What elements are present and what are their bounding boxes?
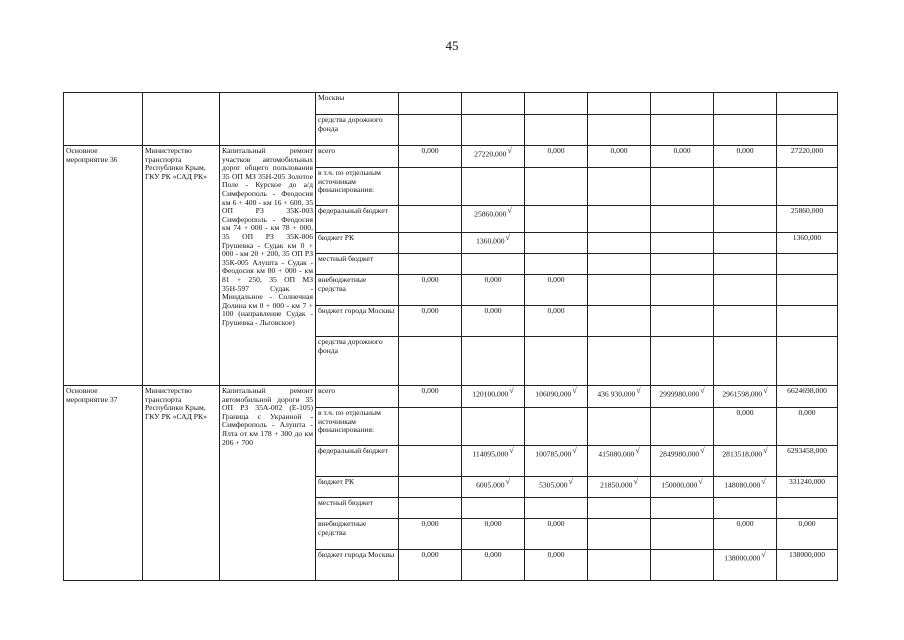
amount-cell — [651, 550, 714, 581]
amount-cell — [525, 446, 588, 477]
event-description: Капитальный ремонт участков автомобильных дорог общего пользования 35 ОП МЗ 35Н-205 Золотое Поле - Курское до а/д Симферополь - Феодосия км 6 + 400 - км 16 + 600, 35 ОП РЗ 35К-003 Симферополь - Феодосия км 74 + 000 - км 78 + 000, 35 ОП РЗ 35К-006 Грушевка - Судак км 0 + 000 - км 20 + 200, 35 ОП РЗ 35К-005 Алушта - Судак - Феодосия км 80 + 000 - км 81 + 250, 35 ОП МЗ 35Н-597 Судак - Миндальное - Солнечная Долина км 0 + 000 - км 7 + 100 (направление Судак - Грушевка - Льговское) — [220, 146, 316, 386]
amount-cell — [651, 446, 714, 477]
amount-cell — [588, 386, 651, 408]
amount-cell — [777, 306, 838, 337]
source-label: бюджет города Москвы — [316, 550, 399, 581]
table-row — [64, 93, 838, 115]
check-mark: √ — [636, 386, 641, 395]
amount-cell — [462, 337, 525, 386]
check-mark: √ — [572, 386, 577, 395]
amount-cell — [462, 386, 525, 408]
check-mark: √ — [763, 446, 768, 455]
amount-cell — [777, 408, 838, 446]
amount-value: 0,000 — [736, 519, 754, 528]
amount-value: 1360,000 — [476, 236, 505, 246]
amount-cell — [714, 477, 777, 498]
amount-value: 0,000 — [798, 519, 816, 528]
amount-value: 436 930,000 — [597, 389, 636, 399]
amount-cell — [525, 408, 588, 446]
amount-cell — [399, 93, 462, 115]
amount-cell — [462, 446, 525, 477]
amount-value: 2813518,000 — [722, 449, 763, 459]
amount-value: 25860,000 — [474, 209, 507, 219]
amount-cell — [777, 337, 838, 386]
amount-cell — [651, 206, 714, 233]
check-mark: √ — [568, 477, 573, 486]
amount-value: 27220,000 — [474, 149, 507, 159]
amount-value: 0,000 — [484, 306, 502, 315]
amount-cell — [651, 146, 714, 168]
amount-cell — [777, 498, 838, 519]
amount-cell — [714, 550, 777, 581]
amount-cell — [651, 386, 714, 408]
amount-cell — [525, 146, 588, 168]
amount-cell — [525, 386, 588, 408]
amount-cell — [777, 168, 838, 206]
amount-cell — [588, 446, 651, 477]
amount-cell — [777, 550, 838, 581]
amount-cell — [714, 233, 777, 254]
amount-cell — [399, 408, 462, 446]
check-mark: √ — [509, 386, 514, 395]
amount-value: 0,000 — [484, 275, 502, 284]
amount-value: 2849980,000 — [659, 449, 700, 459]
check-mark: √ — [505, 233, 510, 242]
amount-cell — [588, 477, 651, 498]
amount-cell — [714, 306, 777, 337]
check-mark: √ — [761, 477, 766, 486]
check-mark: √ — [505, 477, 510, 486]
amount-value: 120100,000 — [472, 389, 509, 399]
amount-cell — [462, 115, 525, 146]
amount-cell — [399, 477, 462, 498]
check-mark: √ — [698, 477, 703, 486]
amount-cell — [588, 408, 651, 446]
amount-cell — [399, 550, 462, 581]
source-label: внебюджетные средства — [316, 519, 399, 550]
source-label: федеральный бюджет — [316, 206, 399, 233]
amount-value: 2999980,000 — [659, 389, 700, 399]
amount-value: 27220,000 — [790, 146, 824, 155]
amount-value: 1360,000 — [792, 233, 822, 242]
check-mark: √ — [635, 446, 640, 455]
amount-value: 106090,000 — [535, 389, 572, 399]
amount-cell — [588, 254, 651, 275]
page-number: 45 — [445, 38, 459, 53]
amount-value: 0,000 — [421, 275, 439, 284]
amount-cell — [462, 550, 525, 581]
amount-cell — [399, 386, 462, 408]
amount-value: 5305,000 — [539, 480, 568, 490]
amount-cell — [399, 146, 462, 168]
amount-value: 148080,000 — [724, 480, 761, 490]
amount-cell — [588, 168, 651, 206]
amount-cell — [714, 168, 777, 206]
amount-cell — [462, 233, 525, 254]
amount-cell — [462, 168, 525, 206]
amount-cell — [525, 93, 588, 115]
source-label: Москвы — [316, 93, 399, 115]
amount-cell — [777, 446, 838, 477]
amount-value: 0,000 — [736, 146, 754, 155]
amount-cell — [462, 275, 525, 306]
amount-cell — [525, 275, 588, 306]
amount-value: 0,000 — [421, 519, 439, 528]
source-label: бюджет города Москвы — [316, 306, 399, 337]
amount-cell — [714, 146, 777, 168]
amount-cell — [714, 337, 777, 386]
amount-value: 0,000 — [547, 519, 565, 528]
amount-cell — [777, 275, 838, 306]
amount-cell — [777, 206, 838, 233]
check-mark: √ — [572, 446, 577, 455]
amount-cell — [651, 233, 714, 254]
source-label: в т.ч. по отдельным источникам финансирования: — [316, 168, 399, 206]
amount-value: 0,000 — [421, 386, 439, 395]
amount-cell — [651, 254, 714, 275]
source-label: бюджет РК — [316, 477, 399, 498]
event-description: Капитальный ремонт автомобильной дороги 35 ОП РЗ 35А-002 (Е-105) Граница с Украиной - Симферополь - Алушта - Ялта от км 178 + 300 до км 206 + 700 — [220, 386, 316, 581]
amount-cell — [714, 519, 777, 550]
source-label: всего — [316, 146, 399, 168]
table-row — [64, 386, 838, 408]
amount-value: 138000,000 — [788, 550, 826, 559]
executor: Министерство транспорта Республики Крым, ГКУ РК «САД РК» — [143, 386, 220, 581]
amount-cell — [525, 550, 588, 581]
amount-cell — [462, 519, 525, 550]
amount-cell — [525, 519, 588, 550]
amount-cell — [399, 254, 462, 275]
check-mark: √ — [700, 446, 705, 455]
check-mark: √ — [509, 446, 514, 455]
amount-cell — [588, 306, 651, 337]
amount-cell — [777, 146, 838, 168]
amount-cell — [525, 233, 588, 254]
amount-value: 0,000 — [547, 275, 565, 284]
amount-value: 0,000 — [547, 146, 565, 155]
amount-cell — [777, 233, 838, 254]
amount-value: 0,000 — [484, 519, 502, 528]
amount-value: 6005,000 — [476, 480, 505, 490]
amount-cell — [525, 206, 588, 233]
source-label: средства дорожного фонда — [316, 115, 399, 146]
amount-cell — [462, 306, 525, 337]
empty-cell — [220, 93, 316, 146]
amount-cell — [462, 146, 525, 168]
amount-cell — [714, 275, 777, 306]
financing-table — [63, 92, 838, 581]
amount-cell — [588, 519, 651, 550]
amount-cell — [777, 93, 838, 115]
check-mark: √ — [763, 386, 768, 395]
amount-value: 6624698,000 — [787, 386, 827, 395]
amount-cell — [714, 386, 777, 408]
amount-value: 138000,000 — [724, 553, 761, 563]
amount-cell — [588, 275, 651, 306]
amount-cell — [462, 477, 525, 498]
amount-cell — [462, 254, 525, 275]
amount-cell — [714, 115, 777, 146]
amount-value: 415080,000 — [598, 449, 635, 459]
check-mark: √ — [633, 477, 638, 486]
amount-value: 0,000 — [421, 146, 439, 155]
amount-cell — [651, 93, 714, 115]
amount-value: 0,000 — [421, 550, 439, 559]
amount-cell — [399, 446, 462, 477]
amount-cell — [588, 337, 651, 386]
amount-cell — [651, 306, 714, 337]
source-label: всего — [316, 386, 399, 408]
amount-cell — [588, 93, 651, 115]
amount-value: 2961598,000 — [722, 389, 763, 399]
amount-cell — [399, 306, 462, 337]
empty-cell — [64, 93, 143, 146]
amount-cell — [714, 206, 777, 233]
amount-cell — [777, 477, 838, 498]
amount-cell — [651, 337, 714, 386]
amount-cell — [714, 446, 777, 477]
amount-value: 0,000 — [484, 550, 502, 559]
check-mark: √ — [700, 386, 705, 395]
amount-value: 6293458,000 — [787, 446, 827, 455]
amount-cell — [399, 115, 462, 146]
empty-cell — [143, 93, 220, 146]
amount-cell — [525, 254, 588, 275]
amount-cell — [777, 519, 838, 550]
amount-value: 0,000 — [736, 408, 754, 417]
amount-cell — [399, 519, 462, 550]
amount-cell — [399, 337, 462, 386]
event-name: Основное мероприятие 36 — [64, 146, 143, 386]
source-label: федеральный бюджет — [316, 446, 399, 477]
source-label: в т.ч. по отдельным источникам финансирования: — [316, 408, 399, 446]
amount-cell — [777, 115, 838, 146]
executor: Министерство транспорта Республики Крым, ГКУ РК «САД РК» — [143, 146, 220, 386]
amount-value: 100785,000 — [535, 449, 572, 459]
amount-cell — [399, 233, 462, 254]
amount-value: 331240,000 — [788, 477, 826, 486]
amount-value: 21850,000 — [600, 480, 633, 490]
amount-cell — [525, 337, 588, 386]
amount-cell — [651, 115, 714, 146]
amount-value: 25860,000 — [790, 206, 824, 215]
amount-cell — [651, 477, 714, 498]
amount-value: 114095,000 — [472, 449, 509, 459]
source-label: местный бюджет — [316, 498, 399, 519]
amount-cell — [525, 306, 588, 337]
amount-cell — [588, 498, 651, 519]
amount-cell — [651, 275, 714, 306]
amount-cell — [399, 498, 462, 519]
amount-cell — [588, 206, 651, 233]
amount-cell — [651, 519, 714, 550]
amount-cell — [399, 275, 462, 306]
source-label: средства дорожного фонда — [316, 337, 399, 386]
amount-cell — [651, 498, 714, 519]
check-mark: √ — [761, 550, 766, 559]
amount-cell — [777, 386, 838, 408]
amount-cell — [777, 254, 838, 275]
amount-cell — [588, 233, 651, 254]
amount-value: 0,000 — [421, 306, 439, 315]
amount-cell — [588, 550, 651, 581]
amount-cell — [588, 146, 651, 168]
amount-cell — [651, 408, 714, 446]
amount-value: 0,000 — [547, 550, 565, 559]
amount-cell — [525, 115, 588, 146]
amount-value: 0,000 — [547, 306, 565, 315]
amount-cell — [714, 93, 777, 115]
amount-cell — [525, 168, 588, 206]
amount-cell — [714, 254, 777, 275]
amount-cell — [588, 115, 651, 146]
event-name: Основное мероприятие 37 — [64, 386, 143, 581]
amount-cell — [399, 168, 462, 206]
amount-cell — [714, 408, 777, 446]
amount-cell — [462, 93, 525, 115]
amount-value: 0,000 — [673, 146, 691, 155]
amount-value: 150000,000 — [661, 480, 698, 490]
amount-cell — [462, 498, 525, 519]
amount-value: 0,000 — [798, 408, 816, 417]
amount-cell — [462, 408, 525, 446]
amount-cell — [651, 168, 714, 206]
amount-cell — [399, 206, 462, 233]
amount-cell — [525, 498, 588, 519]
table-row — [64, 146, 838, 168]
amount-value: 0,000 — [610, 146, 628, 155]
check-mark: √ — [507, 206, 512, 215]
source-label: бюджет РК — [316, 233, 399, 254]
amount-cell — [525, 477, 588, 498]
source-label: внебюджетные средства — [316, 275, 399, 306]
amount-cell — [462, 206, 525, 233]
check-mark: √ — [507, 146, 512, 155]
amount-cell — [714, 498, 777, 519]
source-label: местный бюджет — [316, 254, 399, 275]
